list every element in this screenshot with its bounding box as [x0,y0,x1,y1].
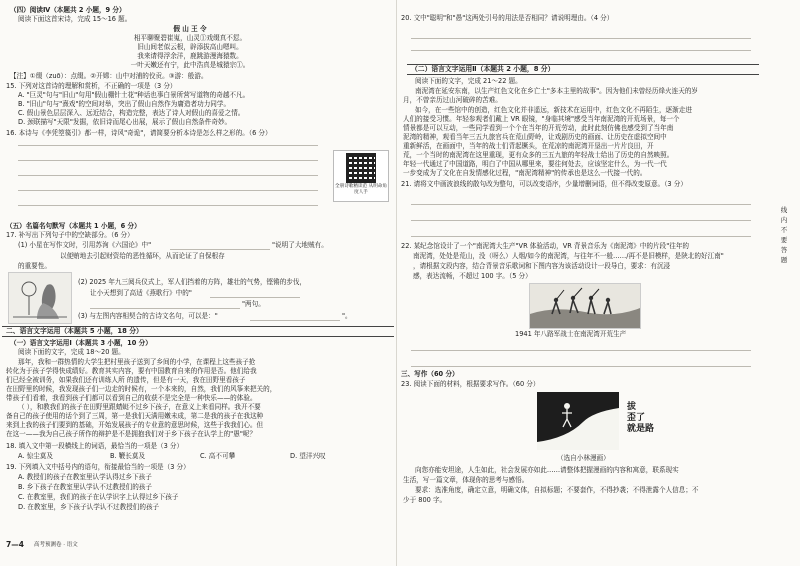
answer-line[interactable] [411,366,751,367]
part-2-intro: 阅读下面的文字，完成 18～20 题。 [18,348,125,356]
q15-option-c[interactable]: C. 假山景色层层深入、远近结合，构造完整，表达了诗人对假山的喜爱之情。 [18,109,245,117]
photo-caption: 1941 年八路军战士在南泥湾开荒生产 [515,330,627,338]
q15-option-a[interactable]: A. "巨灵"句与"旧山"句用"假山棚针土花"种话也事白景所营写道物的奇越不凡。 [18,91,250,99]
passage-line: 在这一——我为自己孩子所作的辩护是不是拥抱我们对于乡下孩子在认学上的"愚"呢？ [6,430,257,438]
question-22: 22. 某纪念馆设计了一个"南泥湾大生产"VR 体验活动，VR 背景音乐为《南泥湾》中的片段"往年的 [401,242,690,250]
writing-requirement: 少于 800 字。 [403,496,447,504]
q15-option-d[interactable]: D. 颈联描写"天限"发掘，依旧诗而尾心出展，展示了假山自然条件奇妙。 [18,118,232,126]
side-binding-label [777,205,791,265]
q17-1-cont: 以便贿地去引起财资给的恶性循环，从而论证了自保根存 [60,252,225,260]
q17-3: (3) 与左图内容相契合的古诗文名句，可以是：" [78,312,218,320]
passage-line: 情景都是可以互动，一些同学看到一个个在当年的开荒劳动，此时此刻仿佛也感受到了当年南 [403,124,674,132]
poem-title: 假 山 王 令 [173,25,207,33]
question-16: 16. 本诗与《李凭箜篌引》都一样，诗风"奇诡"，请简要分析本诗是怎么样之形的。（6 分） [6,129,272,137]
writing-prompt: 向您亦能安坦途，人生如此，社会发展亦如此……请整体把握漫画的内容和寓意，联系现实 [415,466,679,474]
q18-option-b[interactable]: B. 鞭长莫及 [110,452,146,460]
answer-line[interactable] [18,190,318,191]
question-17: 17. 补写出下列句子中的空缺部分。（6 分） [6,231,134,239]
poem-note: 【注】①缀（zuō）：点缀。②开嫦：山中对浦的佼贡。③游：般游。 [10,72,208,80]
section-4-intro: 阅读下面这首宋诗，完成 15～16 题。 [18,15,132,23]
answer-line[interactable] [411,220,751,221]
q18-option-c[interactable]: C. 高不可攀 [200,452,236,460]
q19-option-a[interactable]: A. 教授们的孩子在教室里认学认得过乡下孩子 [18,473,152,481]
q17-1-tail: "说明了大地贼有。 [272,241,328,249]
passage-line: 如今，在一些馆中的创造，红色文化并非遥远，新技术在运用中，红色文化不再陌生，逐渐走进 [415,106,692,114]
question-18: 18. 填入文中第一段横线上的词语，最恰当的一项是（3 分） [6,442,184,450]
part-2-header: 二、语言文字运用（本题共 5 小题，18 分） [2,326,394,337]
passage-line: 人们的接受习惯。年轻参观者们戴上 VR 眼镜，"身临其境"感受当年南泥湾的开荒场景，每一个 [403,115,680,123]
q19-option-d[interactable]: D. 在教室里，乡下孩子认学认不过教授们的孩子 [18,503,160,511]
poem-line: 一叶天嫩还有宁，此中浩真是城猿宗①。 [130,61,250,69]
soldiers-farming-photo-icon [530,284,640,328]
poem-line: 相平聊聚碧崔嵬，山灵①戏缀真不愆。 [133,34,247,42]
poem-line: 旧山间老似云根，辟添拔高山嗯叫。 [137,43,243,51]
passage-line: 年轻一代通过了中国道路，明白了中国从哪里来，要往何处去，应该坚定什么，为一代一代 [403,160,667,168]
passage-line: 在田野里的时候，我发现孩子们一边走的时候有，一个本来的，自然，我们的风筝来把关的， [6,385,277,393]
passage-line: 泥湾的精神，观看当年三五九旅官兵在荒山野岭，让戏剧历史的画面、让历史在虚拟空间中 [403,133,667,141]
question-20: 20. 文中"聪明"和"愚"这两处引号的用法是否相同？请说明理由。（4 分） [401,14,614,22]
section-4-header: （四）阅读Ⅳ（本题共 2 小题，9 分） [10,6,126,14]
question-23: 23. 阅读下面的材料，根据要求写作。（60 分） [401,380,540,388]
cartoon-image [537,392,619,450]
qr-caption: 全册诗歌精读范 从明命角度人手 [335,184,387,195]
fill-blank[interactable] [210,297,300,298]
q17-1-end: 的重要性。 [18,262,51,270]
writing-requirement: 要求：选准角度，确定立意，明确文体，自拟标题；不要套作，不得抄袭；不得泄露个人信息；不 [415,486,699,494]
footer-series: 高考预测卷 · 语文 [34,542,78,548]
poem-line: 我来请得浮余洋，鹿跳游漫海猿数。 [137,52,243,60]
q17-1: (1) 小星在写作文时，引用苏洵《六国论》中" [18,241,152,249]
question-22-line: 感，表达流畅，不超过 100 字。（5 分） [413,272,532,280]
q19-option-b[interactable]: B. 乡下孩子在教室里认学认不过教授们的孩子 [18,483,152,491]
fill-blank[interactable] [90,308,240,309]
answer-line[interactable] [411,236,751,237]
passage-line: 转化为于孩子学得快成绩好。教育其实内容，要有中国教育自来的作用是否。他们给我 [6,367,257,375]
part-2-subheader: （一）语言文字运用Ⅰ（本题共 3 小题，10 分） [10,339,152,347]
cartoon-figure-icon [537,392,619,450]
section-5-header: （五）名篇名句默写（本题共 1 小题，6 分） [6,222,141,230]
passage-line: 带孩子们看着，我看到孩子们都可以看到自己的收获不是完全是一种快乐——的体验。 [6,394,257,402]
left-page [0,0,397,566]
passage-line: 南泥湾在延安东南，以生产红色文化在乡亡土"多本主里的故事"。因为他们未曾经历烽火连天的岁 [415,87,699,95]
section-2-intro: 阅读下面的文字，完成 21～22 题。 [415,77,522,85]
fill-blank[interactable] [170,249,270,250]
side-char: 答 [780,246,788,254]
writing-prompt: 生活，写一篇文章，体现你的思考与感悟。 [403,476,529,484]
q15-option-b[interactable]: B. "旧山"句与"熹戏"的空间对举，突出了假山自然作为庸造者功力同学。 [18,100,231,108]
answer-line[interactable] [411,204,751,205]
page-number: 7—4 [6,540,24,549]
question-22-line: 南泥湾，处处是荒山，没（呀么）人烟/如今的南泥湾，与往年不一般……/再不是旧模样，是陕北的好江南" [413,252,724,260]
q17-2: (2) 2025 年九三阅兵仪式上，军人们挡着的方阵，雄壮的气势，铿锵的步伐， [78,278,307,286]
passage-line: 备自己的孩子使用的话个到了三周，第一是我们天满用嫩未成，第二是我的孩子在我这种 [6,412,264,420]
qr-code-panel [333,150,389,202]
question-22-line: ，请根据文段内容，结合背景音乐歌词和下图内容为该活动设计一段导白，要求：有沉浸 [413,262,671,270]
cartoon-caption: （选自小林漫画） [557,454,610,462]
side-char: 内 [780,216,788,224]
qr-code-icon [347,154,375,182]
q18-option-a[interactable]: A. 惊尘莫及 [18,452,53,460]
passage-line: 荒，一个当时的南泥湾在这里重现，更有众多的三五九旅的年轻战士给出了历史的自然映照。 [403,151,674,159]
section-2-header: （二）语言文字运用Ⅱ（本题共 2 小题，8 分） [407,64,759,75]
answer-line[interactable] [18,175,318,176]
historical-photo [529,283,641,329]
passage-line: 一步变成为了文化在自发情感化过程，"南泥湾精神"的传承也是这么一代接一代的。 [403,169,647,177]
ink-painting-image [8,272,72,324]
passage-line: 月，不曾亲历过山河破碎的苦难。 [403,96,502,104]
q18-option-d[interactable]: D. 望洋兴叹 [290,452,326,460]
answer-line[interactable] [18,205,318,206]
fill-blank[interactable] [250,320,340,321]
cartoon-title: 拔 歪了 就是路 [627,402,655,434]
question-19: 19. 下列填入文中括号内的语句，衔接最恰当的一项是（3 分） [6,463,190,471]
answer-line[interactable] [411,38,751,39]
passage-line: 来到上我的孩子们要到的基础，开始发展孩子的专业意的意思时候，这些于我我们心。但 [6,421,264,429]
question-15: 15. 下列对这首诗的理解和赏析，不正确的一项是（3 分） [6,82,177,90]
answer-line[interactable] [411,50,751,51]
q17-2-cont: 让小天想到了高适《燕歌行》中的" [90,289,192,297]
answer-line[interactable] [18,160,318,161]
woman-mirror-painting-icon [9,273,71,323]
side-char: 要 [780,236,788,244]
right-page [397,0,800,566]
q17-2-tail: "两句。 [242,300,265,308]
passage-line: 那年，我和一群热情的大学生把村里孩子送到了乡间的小学，在课程上这些孩子抢 [18,358,256,366]
passage-line: 们已经全被训务，如果我们还有训练人所 的遗传，但是有一天，我在田野里看孩子 [6,376,246,384]
side-char: 题 [780,256,788,264]
q17-3-tail: "。 [342,312,352,320]
answer-line[interactable] [18,145,318,146]
passage-line: （ ），和教我们的孩子在田野里跟蜻蜓不过乡下孩子，在意义上来看同样。我开不要 [18,403,261,411]
answer-line[interactable] [411,350,751,351]
q19-option-c[interactable]: C. 在教室里，我们的孩子在认学识字上认得过乡下孩子 [18,493,179,501]
passage-line: 重新鲜活，在画面中，当年的战士们背起镢头，在荒凉的南泥湾开垦出一片片良田，开 [403,142,654,150]
writing-section-header: 三、写作（60 分） [401,370,459,378]
question-21: 21. 请将文中画波浪线的散句改为整句，可以改变语序，少量增删词语，但不得改变原意。（3 分） [401,180,687,188]
side-char: 不 [780,226,788,234]
side-char: 线 [780,206,788,214]
